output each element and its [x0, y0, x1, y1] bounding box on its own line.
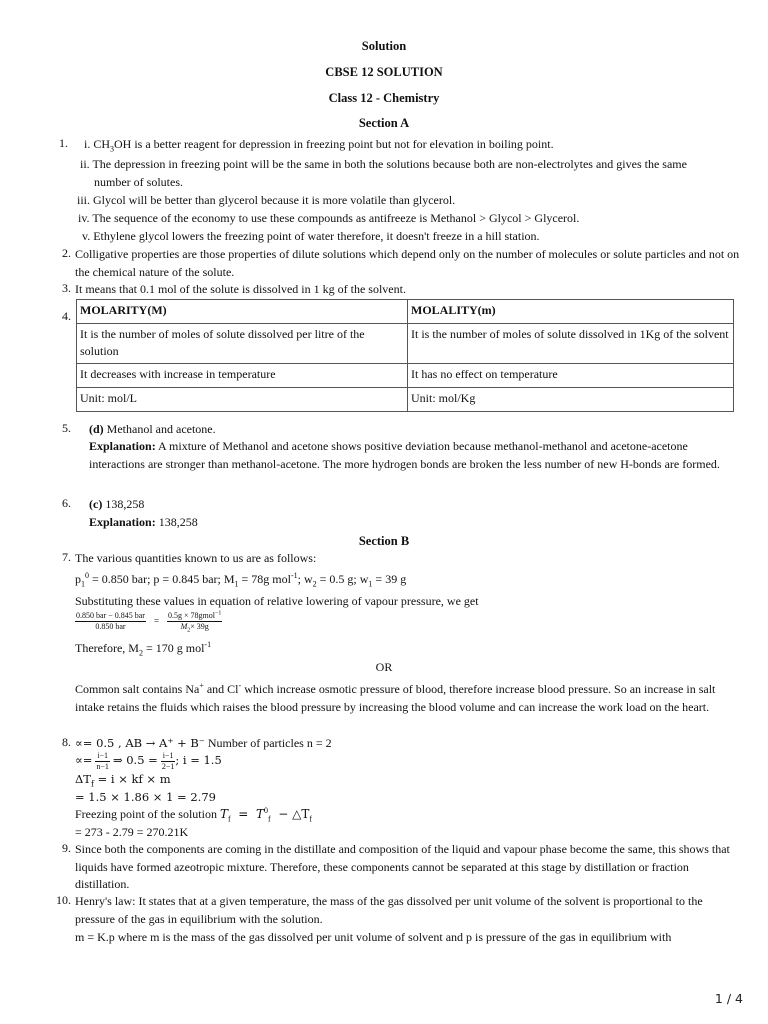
table-header-cell: MOLALITY(m) [408, 300, 734, 324]
table-cell: It is the number of moles of solute dissolved in 1Kg of the solvent [408, 324, 734, 364]
q10-number: 10. [56, 893, 71, 907]
table-cell: It has no effect on temperature [408, 364, 734, 388]
q9-number: 9. [62, 841, 71, 855]
doc-title: Solution [361, 39, 407, 53]
q8-line-5: Freezing point of the solution $T_f = T^0_f$ − $\triangle T_f$ [75, 806, 313, 824]
table-cell: Unit: mol/L [77, 388, 408, 412]
q6-answer: (c) 138,258 [89, 497, 145, 511]
q7-number: 7. [62, 550, 71, 564]
section-b-heading: Section B [358, 534, 410, 548]
table-cell: It decreases with increase in temperature [77, 364, 408, 388]
table-cell: It is the number of moles of solute dissolved per litre of the solution [77, 324, 408, 364]
q5-answer: (d) Methanol and acetone. [89, 422, 216, 436]
q7-substitution-text: Substituting these values in equation of relative lowering of vapour pressure, we get [75, 594, 479, 608]
section-a-heading: Section A [358, 116, 410, 130]
q7-alt-answer: Common salt contains Na+ and Cl- which increase osmotic pressure of blood, therefore increase blood pressure. So an increase in salt intake retains the fluids which raises the blood pressure by increasing the blood volume and can increase the work load on the heart. [75, 681, 716, 714]
class-line: Class 12 - Chemistry [328, 91, 440, 105]
doc-subtitle: CBSE 12 SOLUTION [325, 65, 443, 79]
or-divider: OR [375, 660, 393, 674]
q7-result: Therefore, $M_2 = 170$ g mol$^{-1}$ [75, 640, 212, 658]
molarity-molality-table [76, 299, 734, 412]
q1-item-iv: iv. The sequence of the economy to use these compounds as antifreeze is Methanol > Glycol > Glycerol. [78, 211, 580, 225]
q5-explanation: Explanation: A mixture of Methanol and acetone shows positive deviation because methanol-methanol and acetone-acetone interactions are stronger than methanol-acetone. The more hydrogen bonds are broken the less number of new H-bonds are formed. [89, 439, 720, 471]
q10-text: Henry's law: It states that at a given temperature, the mass of the gas dissolved per unit volume of the solvent is proportional to the pressure of the gas in equilibrium with the solution. [75, 894, 703, 926]
q3-number: 3. [62, 281, 71, 295]
q1-item-iii: iii. Glycol will be better than glycerol because it is more volatile than glycerol. [77, 193, 456, 207]
q1-item-i: i. $CH_3OH$ is a better reagent for depression in freezing point but not for elevation in boiling point. [84, 137, 554, 154]
q5-number: 5. [62, 421, 71, 435]
fraction: $\frac{0.5g \times 78gmol^{-1}}{M_2\times 39g}$ [168, 610, 222, 634]
q1-item-ii-cont: number of solutes. [94, 175, 183, 189]
q8-line-1: ∝= 0.5 , AB → A⁺ + B⁻ Number of particles n = 2 [75, 736, 332, 750]
fraction: $\frac{\text{0.850 bar − 0.845 bar}}{\text{0.850 bar}}$ [76, 611, 145, 631]
q3-text: It means that 0.1 mol of the solute is dissolved in 1 kg of the solvent. [75, 282, 406, 296]
q2-number: 2. [62, 246, 71, 260]
q8-line-6: = 273 - 2.79 = 270.21K [75, 825, 189, 839]
q1-item-ii: ii. The depression in freezing point will be the same in both the solutions because both are non-electrolytes and gives the same [80, 157, 687, 171]
q7-given-values: $p_1^0 = 0.850$ bar; p = 0.845 bar; $M_1 = 78g$ mol$^{-1}$; $w_2 = 0.5$ g; $w_1 = 39$ g [75, 571, 407, 589]
q7-equation: $\frac{\text{0.850 bar − 0.845 bar}}{\text{0.850 bar}}$ = $\frac{0.5g \times 78gmol^{-1}}{M_2\times 39g}$ [76, 610, 222, 634]
q8-line-3: $\Delta T_f = i$ × kf × m [75, 772, 171, 789]
q6-explanation: Explanation: 138,258 [89, 515, 198, 529]
q9-text: Since both the components are coming in the distillate and composition of the liquid and vapour phase become the same, this shows that liquids have formed azeotropic mixture. Therefore, these components cannot be separated at this stage by distillation or fraction distillation. [75, 842, 730, 891]
q1-number: 1. [59, 136, 68, 150]
q7-intro: The various quantities known to us are as follows: [75, 551, 317, 565]
fraction: $\frac{i-1}{n-1}$ [96, 750, 109, 771]
q8-line-4: = 1.5 × 1.86 × 1 = 2.79 [75, 790, 216, 804]
q8-line-2: ∝= $\frac{i-1}{n-1}$ ⇒ 0.5 = $\frac{i-1}{2-1}$ ; i = 1.5 [75, 750, 222, 771]
q2-text: Colligative properties are those properties of dilute solutions which depend only on the number of molecules or solute particles and not on the chemical nature of the solute. [75, 247, 740, 279]
q8-number: 8. [62, 735, 71, 749]
page-indicator: 1 / 4 [714, 991, 743, 1006]
q10-formula-line: m = K.p where m is the mass of the gas dissolved per unit volume of solvent and p is pressure of the gas in equilibrium with [75, 930, 672, 944]
q4-number: 4. [62, 309, 71, 323]
fraction: $\frac{i-1}{2-1}$ [161, 750, 175, 771]
table-cell: Unit: mol/Kg [408, 388, 734, 412]
q1-item-v: v. Ethylene glycol lowers the freezing point of water therefore, it doesn't freeze in a hill station. [82, 229, 540, 243]
q6-number: 6. [62, 496, 71, 510]
table-header-cell: MOLARITY(M) [77, 300, 408, 324]
